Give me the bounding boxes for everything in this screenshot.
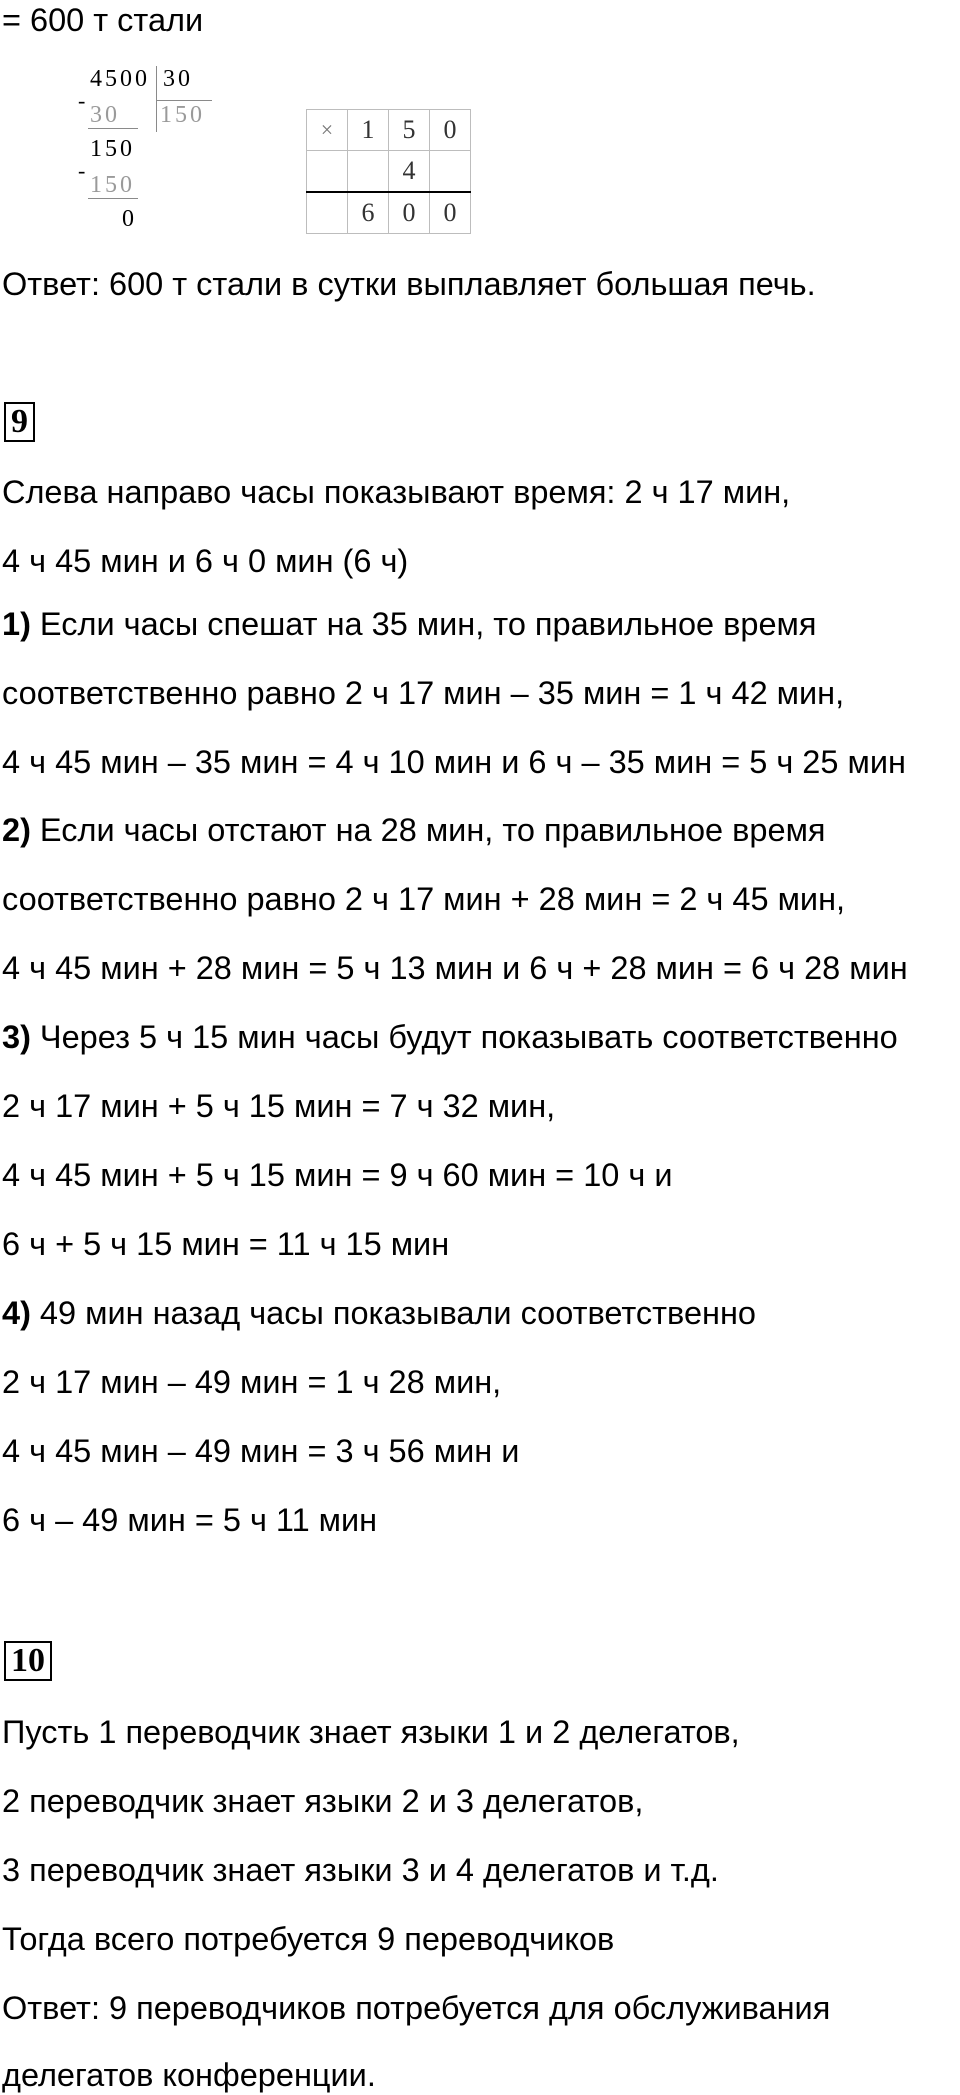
dividend: 4500 (90, 66, 150, 92)
digit-cell: 6 (348, 192, 389, 234)
digit-cell (348, 151, 389, 193)
subtraction-line-2 (88, 198, 138, 199)
text-line: 4 ч 45 мин и 6 ч 0 мин (6 ч) (2, 543, 409, 579)
digit-cell: 5 (389, 110, 430, 151)
task-number-9: 9 (4, 402, 35, 442)
subtrahend-1: 30 (90, 102, 120, 128)
text-line: 4 ч 45 мин + 28 мин = 5 ч 13 мин и 6 ч + 28 мин = 6 ч 28 мин (2, 950, 908, 986)
text-line: соответственно равно 2 ч 17 мин – 35 мин = 1 ч 42 мин, (2, 675, 845, 711)
digit-cell: 0 (389, 192, 430, 234)
final-remainder: 0 (122, 206, 137, 232)
division-bar-vertical (156, 66, 157, 132)
text-line: Тогда всего потребуется 9 переводчиков (2, 1921, 615, 1957)
item-label: 4) (2, 1295, 31, 1331)
text-line: Пусть 1 переводчик знает языки 1 и 2 делегатов, (2, 1714, 740, 1750)
answer-line: Ответ: 600 т стали в сутки выплавляет большая печь. (2, 266, 816, 302)
remainder-1: 150 (90, 136, 135, 162)
item-label: 3) (2, 1019, 31, 1055)
subtraction-line-1 (88, 128, 138, 129)
divisor: 30 (163, 66, 193, 92)
division-bar-horizontal (156, 100, 212, 101)
result-line: = 600 т стали (2, 2, 204, 38)
item-text: 49 мин назад часы показывали соответственно (30, 1295, 756, 1331)
quotient: 150 (160, 102, 205, 128)
empty-cell (307, 192, 348, 234)
paragraph-3 (2, 1017, 898, 1057)
digit-cell (430, 151, 471, 193)
text-line: 3 переводчик знает языки 3 и 4 делегатов и т.д. (2, 1852, 719, 1888)
task-number-10: 10 (4, 1641, 52, 1681)
text-line: 4 ч 45 мин – 49 мин = 3 ч 56 мин и (2, 1433, 520, 1469)
item-text: Если часы спешат на 35 мин, то правильное время (30, 606, 817, 642)
digit-cell: 1 (348, 110, 389, 151)
multiplication-table (306, 109, 471, 234)
text-line: 2 ч 17 мин + 5 ч 15 мин = 7 ч 32 мин, (2, 1088, 556, 1124)
digit-cell: 0 (430, 110, 471, 151)
item-text: Через 5 ч 15 мин часы будут показывать соответственно (30, 1019, 898, 1055)
text-line: 4 ч 45 мин + 5 ч 15 мин = 9 ч 60 мин = 10 ч и (2, 1157, 673, 1193)
paragraph-2 (2, 810, 826, 850)
text-line: 6 ч + 5 ч 15 мин = 11 ч 15 мин (2, 1226, 450, 1262)
item-label: 2) (2, 812, 31, 848)
multiply-sign: × (307, 110, 348, 151)
item-label: 1) (2, 606, 31, 642)
text-line: соответственно равно 2 ч 17 мин + 28 мин = 2 ч 45 мин, (2, 881, 846, 917)
paragraph-4 (2, 1293, 756, 1333)
item-text: Если часы отстают на 28 мин, то правильное время (30, 812, 826, 848)
text-line: Слева направо часы показывают время: 2 ч 17 мин, (2, 474, 791, 510)
paragraph-1 (2, 604, 816, 644)
minus-sign: - (78, 88, 89, 113)
text-line: 6 ч – 49 мин = 5 ч 11 мин (2, 1502, 378, 1538)
digit-cell: 0 (430, 192, 471, 234)
text-line: 2 ч 17 мин – 49 мин = 1 ч 28 мин, (2, 1364, 502, 1400)
subtrahend-2: 150 (90, 172, 135, 198)
text-line: 2 переводчик знает языки 2 и 3 делегатов, (2, 1783, 644, 1819)
minus-sign: - (78, 158, 89, 183)
answer-line: Ответ: 9 переводчиков потребуется для обслуживания (2, 1990, 831, 2026)
text-line: делегатов конференции. (2, 2057, 376, 2093)
empty-cell (307, 151, 348, 193)
text-line: 4 ч 45 мин – 35 мин = 4 ч 10 мин и 6 ч – 35 мин = 5 ч 25 мин (2, 744, 906, 780)
digit-cell: 4 (389, 151, 430, 193)
